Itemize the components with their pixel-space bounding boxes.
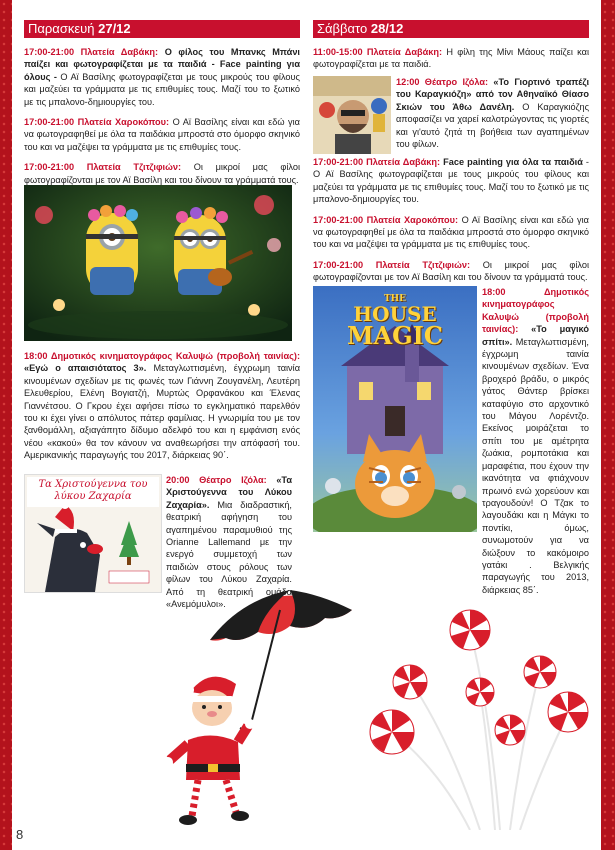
day-label: Παρασκευή [28,21,95,36]
saturday-header [313,20,589,38]
event-item: 17:00-21:00 Πλατεία Χαροκόπου: Ο Αϊ Βασίλης είναι και εδώ για να φωτογραφηθεί με όλα τα παιδάκια μπροστά στο όμορφο σκηνικό του και να μαζέψει τα γράμματα με τις επιθυμίες τους. [24,117,300,152]
friday-column [24,20,300,194]
event-item: 17:00-21:00 Πλατεία Τζιτζιφιών: Οι μικροί μας φίλοι φωτογραφίζονται με τον Αϊ Βασίλη και του δίνουν τα γράμματά τους. [24,162,300,185]
friday-column-cont [24,350,300,470]
book-title: Τα Χριστούγεννα του λύκου Ζαχαρία [38,479,148,502]
event-item: 11:00-15:00 Πλατεία Δαβάκη: Η φίλη της Μίνι Μάους παίζει και φωτογραφίζεται με τα παιδιά. [313,47,589,70]
candy-flowers-illustration [360,600,600,830]
event-item: 17:00-21:00 Πλατεία Τζιτζιφιών: Οι μικροί μας φίλοι φωτογραφίζονται με τον Αϊ Βασίλη και του δίνουν τα γράμματά τους. [313,259,589,283]
event-item: 18:00 Δημοτικός κινηματογράφος Καλυψώ (προβολή ταινίας): «Εγώ ο απαισιότατος 3». Μεταγλωττισμένη, έγχρωμη ταινία κινουμένων σχεδίων με τις φωνές των Γιάννη Ζουγανέλη, Λευτέρη Ελευθερίου, Ελένη Βογιατζή, Μυρτώς Ορφανάκου και Έλενας Γιαννέτσου. Ο Γκρου έχει αφήσει πίσω το εγκληματικό παρελθόν του κι έχει γίνει ο απόλυτος πάτερ φαμίλιας. Η γνωριμία του με τον ξανθομάλλη, αξιαγάπητο δίδυμο αδελφό του και η εμφάνιση ενός νέου «κακού» θα τον κάνουν να αναθεωρήσει την απόφασή του. Αμερικανικής παραγωγής του 2017, διάρκειας 90΄. [24,351,301,461]
day-label: Σάββατο [317,21,368,36]
event-item: 20:00 Θέατρο Ιζόλα: «Τα Χριστούγεννα του Λύκου Ζαχαρία». Μια διαδραστική, θεατρική αφήγηση του αγαπημένου παραμυθιού της Orianne Lallemand με την ενεργό συμμετοχή των παιδιών στους ρόλους των φίλων του Λύκου Ζαχαρία. Από τη θεατρική ομάδα «Ανεμόμυλοι». [166,475,292,610]
event-item: 17:00-21:00 Πλατεία Χαροκόπου: Ο Αϊ Βασίλης είναι και εδώ για να φωτογραφηθεί με όλα τα παιδάκια μπροστά στο όμορφο σκηνικό του και να μαζέψει τα γράμματα με τις επιθυμίες τους. [313,214,589,250]
movie-event [482,286,589,596]
event-item: 17:00-21:00 Πλατεία Δαβάκη: Ο φίλος του Μπανκς Μπάνι παίζει και φωτογραφίζεται με τα παιδιά - Face painting για όλους - Ο Αϊ Βασίλης φωτογραφίζεται με τους μικρούς του φίλους και μαζεύει τα γράμματα με τις επιθυμίες τους. Μαζί του το ξωτικό με τις μπαλονο-δημιουργίες του. [24,47,300,107]
poster-title: THE HOUSE MAGIC [346,294,443,350]
house-of-magic-poster [313,286,477,532]
date-label: 28/12 [370,21,404,36]
saturday-column-cont [313,156,589,292]
karagiozis-photo [313,76,391,154]
event-item: 17:00-21:00 Πλατεία Δαβάκη: Face painting για όλα τα παιδιά - Ο Αϊ Βασίλης φωτογραφίζεται με τους μικρούς του φίλους και μαζεύει τα γράμματα με τις επιθυμίες τους. Μαζί του το ξωτικό με τις μπαλονο-δημιουργίες του. [313,157,589,205]
friday-header [24,20,300,38]
event-item: 12:00 Θέατρο Ιζόλα: «Το Γιορτινό τραπέζι του Καραγκιόζη» από τον Αθηναϊκό Θίασο Σκιών του Άθω Δανέλη. Ο Καραγκιόζης αποφασίζει να χαρεί καλοτρώγοντας τις γιορτές και γι'αυτό ζητά τη βοήθεια των αγαπημένων του φίλων. [396,77,589,150]
event-item: 18:00 Δημοτικός κινηματογράφος Καλυψώ (προβολή ταινίας): «Το μαγικό σπίτι». Μεταγλωττισμένη, έγχρωμη ταινία κινουμένων σχεδίων. Ένα βροχερό βράδυ, ο μικρός γάτος Θάντερ βρίσκει καταφύγιο στο αρχοντικό του Μάγου Λορέντζο. Εκείνος μοιράζεται το σπίτι του με αμέτρητα ζωάκια, ρομποτάκια και μαραφέτια, που έχουν την ικανότητα να φτιάχνουν πρωινό ενώ χορεύουν και τραγουδούν! Ο Τζακ το λαγουδάκι και η Μάγκι το ποντίκι, όμως, συνωμοτούν για να διώξουν το κακόμοιρο γατάκι . Βελγικής παραγωγής του 2013, διάρκειας 85΄. [482,287,589,595]
santa-umbrella-illustration [140,580,360,830]
date-label: 27/12 [98,21,131,36]
karagiozis-event [396,76,589,158]
page-number: 8 [16,827,24,842]
saturday-column [313,20,589,79]
book-cover-image [24,474,162,593]
left-decorative-border [0,0,12,850]
right-decorative-border [601,0,615,850]
minions-movie-image [24,185,292,341]
